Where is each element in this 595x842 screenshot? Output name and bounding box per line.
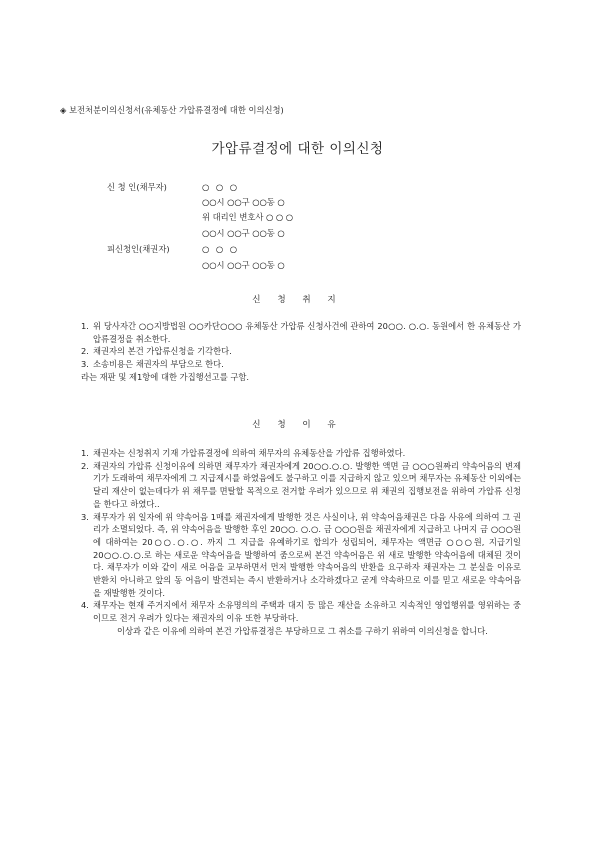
purpose-item-text: 위 당사자간 ○○지방법원 ○○카단○○○ 유체동산 가압류 신청사건에 관하여 20○○. ○.○. 동원에서 한 유체동산 가압류결정을 취소한다.: [93, 321, 521, 344]
reason-item: [81, 447, 521, 460]
reason-closing: 이상과 같은 이유에 의하여 본건 가압류결정은 부당하므로 그 취소를 구하기 위하여 이의신청을 합니다.: [117, 625, 488, 636]
reason-list: [81, 447, 521, 638]
purpose-list: [81, 320, 521, 384]
reason-item: [81, 511, 521, 600]
reason-heading: 신 청 이 유: [252, 420, 343, 430]
purpose-item-text: 소송비용은 채권자의 부담으로 한다.: [93, 359, 224, 370]
purpose-item-number: 3.: [81, 359, 89, 370]
reason-item-number: 3.: [81, 511, 89, 522]
reason-item-text: 채권자는 신청취지 기재 가압류결정에 의하여 채무자의 유체동산을 가압류 집행하였다.: [93, 448, 406, 458]
reason-item: [81, 599, 521, 624]
reason-item-number: 1.: [81, 448, 89, 458]
reason-item: [81, 460, 521, 511]
purpose-heading: 신 청 취 지: [252, 295, 343, 305]
purpose-item-number: 1.: [81, 321, 89, 331]
purpose-item-text: 채권자의 본건 가압류신청을 기각한다.: [93, 346, 232, 357]
purpose-item-number: 2.: [81, 346, 89, 357]
applicant-address: ○○시 ○○구 ○○동 ○: [202, 197, 285, 207]
document-title: 가압류결정에 대한 이의신청: [211, 141, 384, 157]
purpose-item: [81, 345, 521, 358]
reason-item-text: 채무자가 위 일자에 위 약속어음 1매를 채권자에게 발행한 것은 사실이나, 위 약속어음채권은 다음 사유에 의하여 그 권리가 소멸되었다. 즉, 위 약속어음을 발행한 후인 20○○. ○.○. 금 ○○○원을 채권자에게 지급하고 나머지 금 ○○○원에 대하여는 20○○.○.○. 까지 그 지급을 유예하기로 합의가 성립되어, 채무자는 액면금 ○○○원, 지급기일 20○○.○.○.로 하는 새로운 약속어음을 발행하여 줌으로써 본건 약속어음은 위 새로 발행한 약속어음에 대체된 것이다. 채무자가 이와 같이 새로 어음을 교부하면서 먼저 발행한 약속어음의 반환을 요구하자 채권자는 그 분실을 이유로 반환치 아니하고 앞의 동 어음이 발견되는 즉시 반환하거나 소각하겠다고 굳게 약속하므로 이를 믿고 새로운 약속어음을 재발행한 것이다.: [93, 511, 521, 598]
agent-address: ○○시 ○○구 ○○동 ○: [202, 228, 285, 238]
applicant-name: ○ ○ ○: [202, 182, 239, 192]
respondent-label: 피신청인(채권자): [107, 244, 170, 254]
reason-closing-row: [81, 625, 521, 638]
purpose-closing: 라는 재판 및 제1항에 대한 가집행선고를 구함.: [81, 371, 250, 382]
respondent-address: ○○시 ○○구 ○○동 ○: [202, 260, 285, 270]
reason-item-number: 2.: [81, 460, 89, 471]
respondent-name: ○ ○ ○: [202, 244, 239, 254]
agent-line: 위 대리인 변호사 ○ ○ ○: [202, 212, 294, 222]
reason-item-text: 채무자는 현재 주거지에서 채무자 소유명의의 주택과 대지 등 많은 재산을 소유하고 지속적인 영업행위를 영위하는 중이므로 전거 우려가 있다는 채권자의 이유 또한 부당하다.: [93, 600, 521, 624]
purpose-item: [81, 320, 521, 345]
reason-item-number: 4.: [81, 600, 89, 611]
reason-item-text: 채권자의 가압류 신청이유에 의하면 채무자가 채권자에게 20○○.○.○. 발행한 액면 금 ○○○원짜리 약속어음의 변제기가 도래하여 채무자에게 그 지급제시를 하였음에도 불구하고 이를 지급하지 않고 있으며 채무자는 유체동산 이외에는 달리 재산이 없는데다가 위 채무를 면탈할 목적으로 전거할 우려가 있으므로 위 채권의 집행보전을 위하여 가압류 신청을 한다고 하였다..: [93, 460, 521, 509]
applicant-label: 신 청 인(채무자): [107, 182, 167, 192]
document-header-line: ◈ 보전처분이의신청서(유체동산 가압류결정에 대한 이의신청): [60, 105, 284, 115]
purpose-item: [81, 358, 521, 371]
